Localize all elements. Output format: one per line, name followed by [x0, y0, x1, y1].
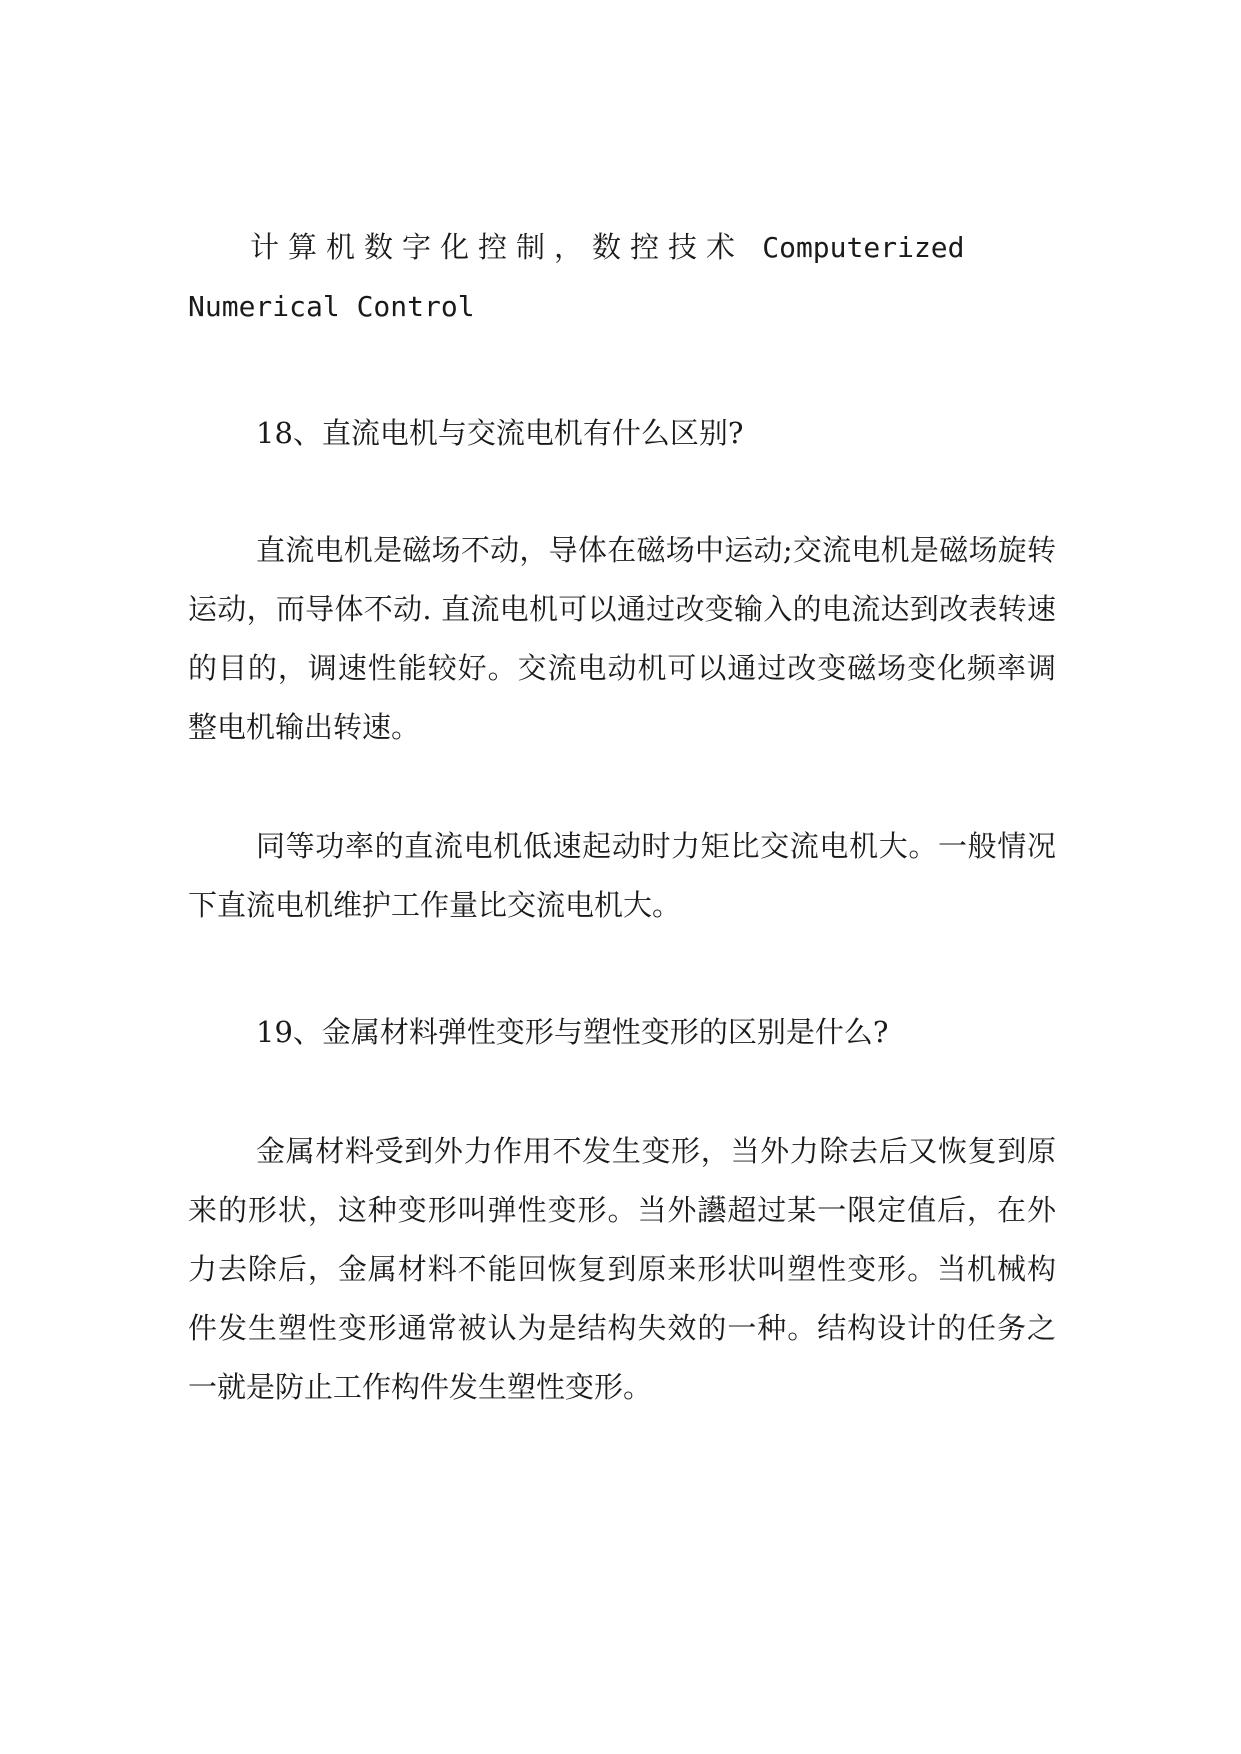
- question-19: 19、金属材料弹性变形与塑性变形的区别是什么?: [256, 1015, 889, 1049]
- cnc-english-term-part2: Numerical Control: [188, 290, 475, 323]
- answer-18-paragraph-2: 同等功率的直流电机低速起动时力矩比交流电机大。一般情况下直流电机维护工作量比交流电机大。: [188, 829, 1056, 922]
- question-18: 18、直流电机与交流电机有什么区别?: [256, 416, 744, 450]
- cnc-chinese-term: 计算机数字化控制，数控技术: [250, 230, 745, 264]
- answer-18-paragraph-1: 直流电机是磁场不动，导体在磁场中运动;交流电机是磁场旋转运动，而导体不动. 直流电机可以通过改变输入的电流达到改表转速的目的，调速性能较好。交流电动机可以通过改变磁场变化频率调整电机输出转速。: [188, 533, 1056, 744]
- document-body: [188, 218, 1056, 1417]
- paragraph-cnc-term: [188, 218, 1056, 277]
- answer-19: 金属材料受到外力作用不发生变形，当外力除去后又恢复到原来的形状，这种变形叫弹性变形。当外讛超过某一限定值后，在外力去除后，金属材料不能回恢复到原来形状叫塑性变形。当机械构件发生塑性变形通常被认为是结构失效的一种。结构设计的任务之一就是防止工作构件发生塑性变形。: [188, 1134, 1056, 1404]
- cnc-english-term-part1: Computerized: [762, 231, 965, 264]
